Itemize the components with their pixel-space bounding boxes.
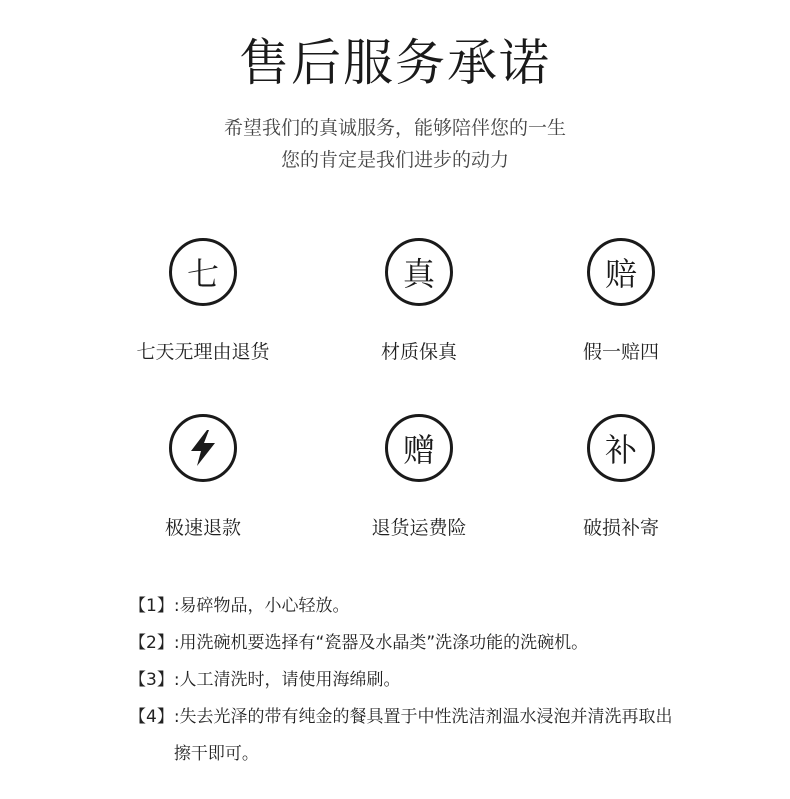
genuine-icon: 真 — [385, 238, 453, 306]
page-title: 售后服务承诺 — [239, 34, 551, 92]
note-item — [129, 631, 689, 656]
feature-damage-resend — [521, 414, 721, 540]
feature-seven-day-return — [103, 238, 303, 364]
feature-return-shipping-insurance — [319, 414, 519, 540]
feature-label: 假一赔四 — [582, 341, 659, 363]
replace-icon: 补 — [587, 414, 655, 482]
feature-genuine-material — [319, 238, 519, 364]
feature-fake-compensation — [521, 238, 721, 364]
lightning-icon — [169, 414, 237, 482]
note-number: 【2】 — [129, 633, 174, 653]
feature-label: 极速退款 — [164, 517, 241, 539]
note-text: :用洗碗机要选择有“瓷器及水晶类”洗涤功能的洗碗机。 — [173, 633, 589, 653]
care-notes — [129, 594, 689, 785]
note-item — [129, 594, 689, 619]
lightning-icon-glyph — [185, 428, 221, 468]
note-item — [129, 668, 689, 693]
note-number: 【4】 — [129, 707, 174, 727]
feature-fast-refund — [103, 414, 303, 540]
gift-icon: 赠 — [385, 414, 453, 482]
feature-label: 退货运费险 — [371, 517, 467, 539]
note-number: 【1】 — [129, 596, 174, 616]
subtitle-line-1: 希望我们的真诚服务，能够陪伴您的一生 — [223, 117, 566, 139]
subtitle-line-2: 您的肯定是我们进步的动力 — [280, 149, 509, 171]
compensate-icon: 赔 — [587, 238, 655, 306]
feature-label: 破损补寄 — [582, 517, 659, 539]
feature-label: 七天无理由退货 — [136, 341, 270, 363]
note-text: :失去光泽的带有纯金的餐具置于中性洗洁剂温水浸泡并清洗再取出擦干即可。 — [173, 707, 673, 764]
note-text: :易碎物品，小心轻放。 — [173, 596, 350, 616]
seven-icon: 七 — [169, 238, 237, 306]
note-number: 【3】 — [129, 670, 174, 690]
note-item — [129, 705, 689, 773]
note-text: :人工清洗时，请使用海绵刷。 — [173, 670, 401, 690]
feature-label: 材质保真 — [380, 341, 457, 363]
